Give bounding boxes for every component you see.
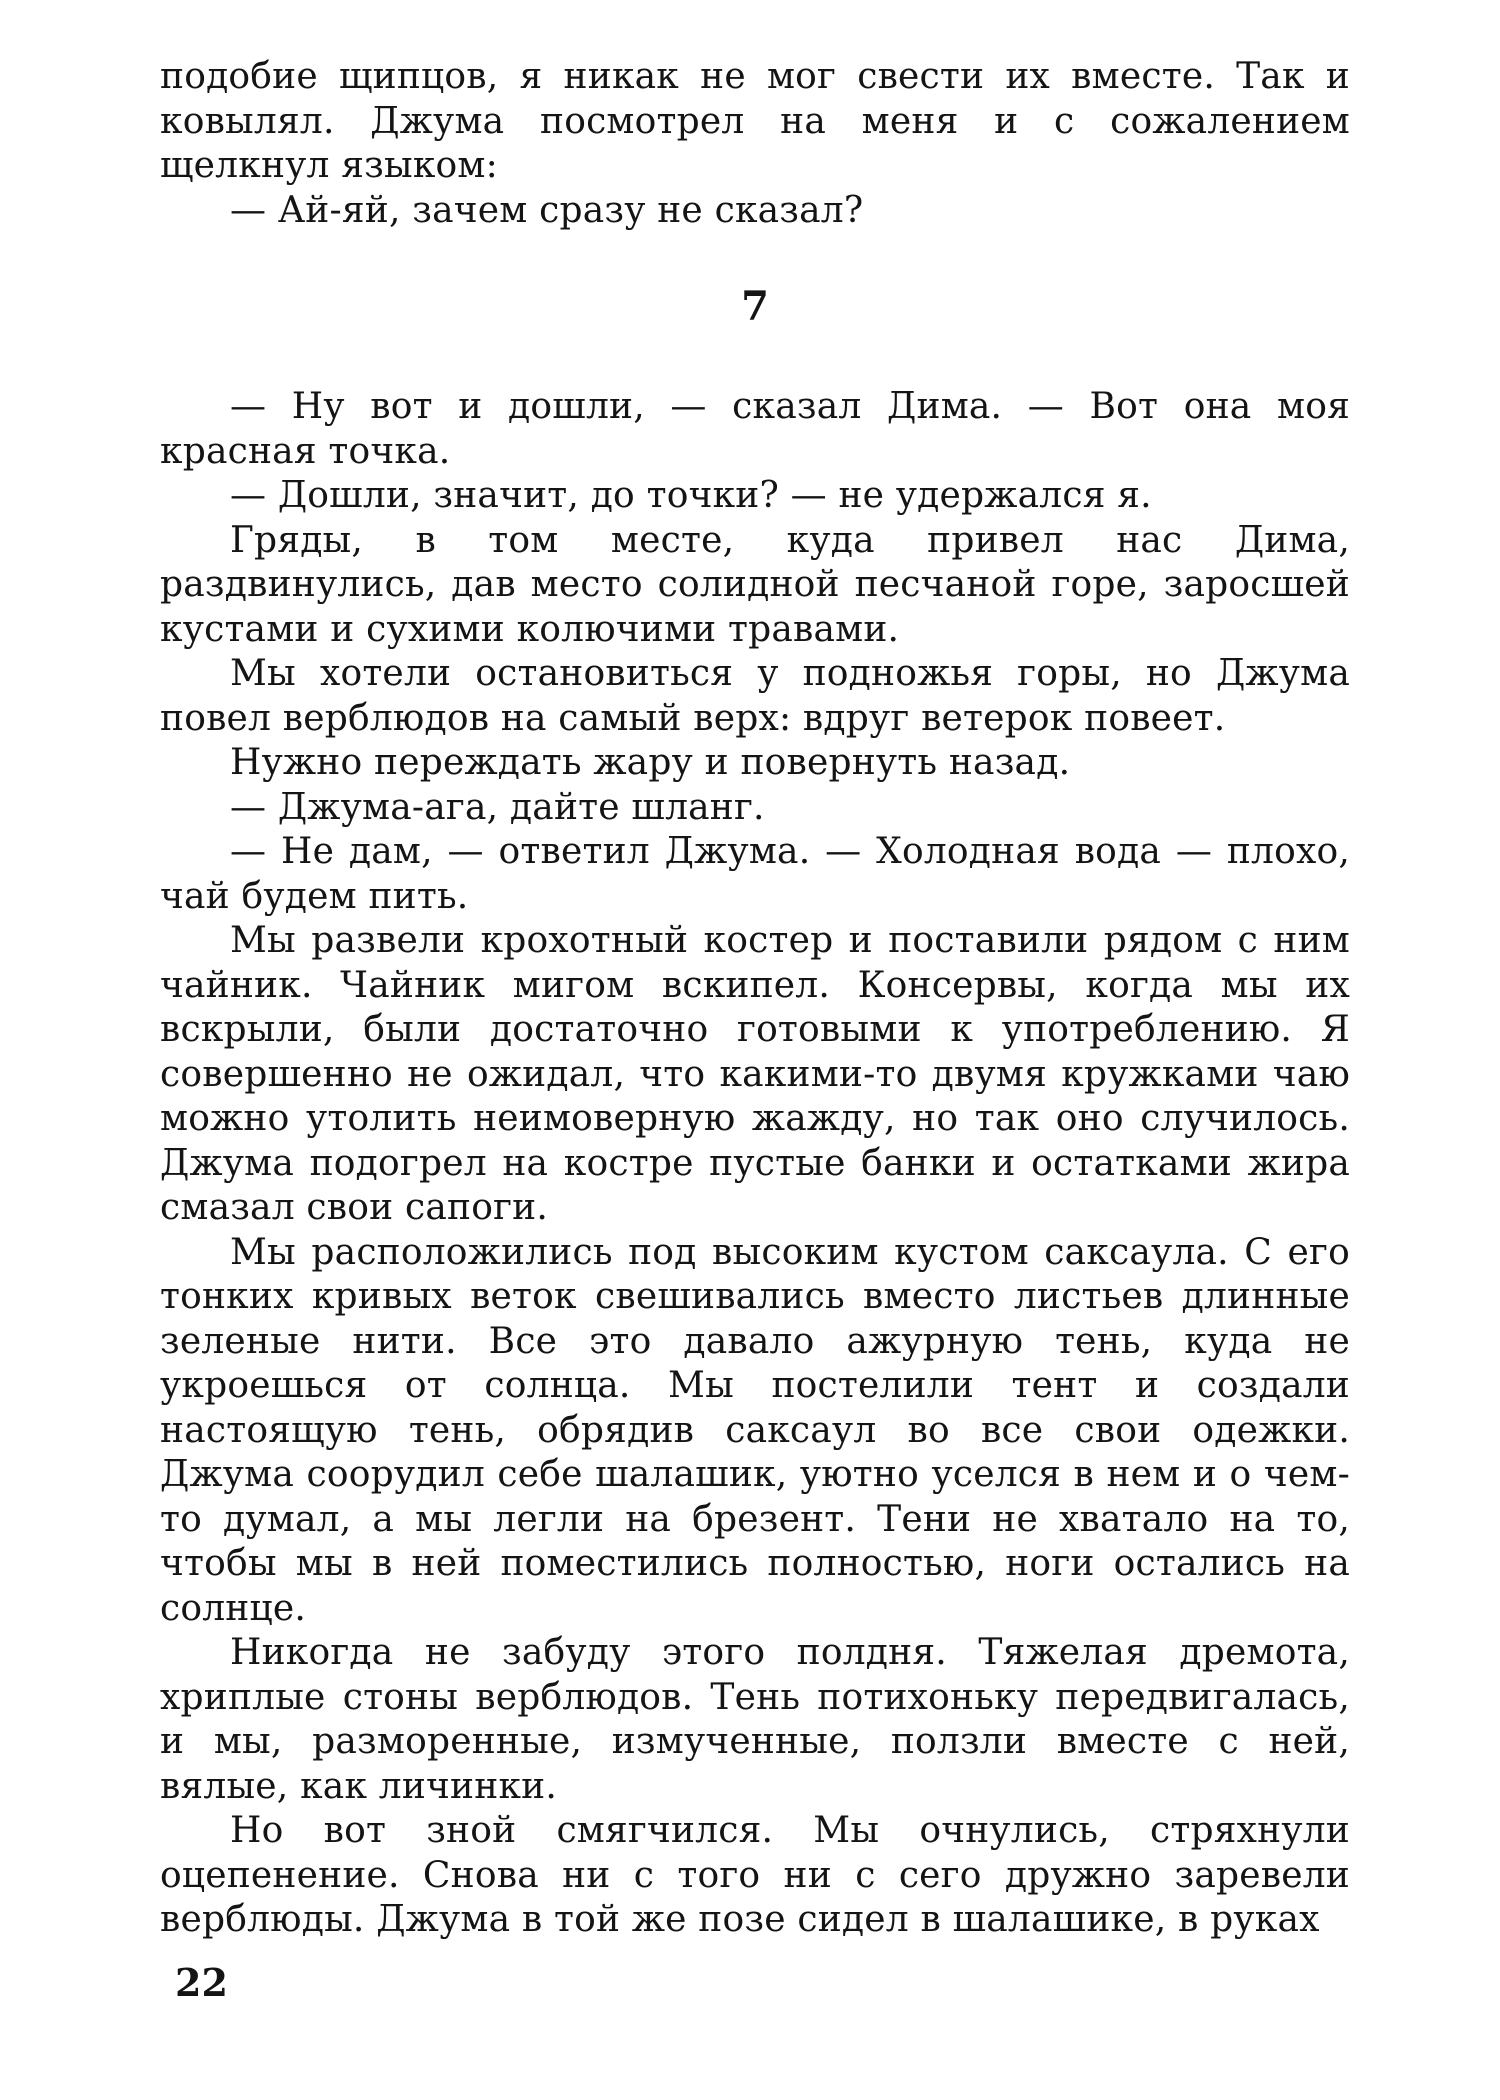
paragraph: — Ай-яй, зачем сразу не сказал? [230, 189, 864, 231]
paragraph: Но вот зной смягчился. Мы очнулись, стряхнули оцепенение. Снова ни с того ни с сего дружно заревели верблюды. Джума в той же позе сидел в шалашике, в руках [160, 1810, 1350, 1940]
page-body [160, 55, 1350, 1943]
paragraph: Мы расположились под высоким кустом саксаула. С его тонких кривых веток свешивались вместо листьев длинные зеленые нити. Все это давало ажурную тень, куда не укроешься от солнца. Мы постелили тент и создали настоящую тень, обрядив саксаул во все свои одежки. Джума соорудил себе шалашик, уютно уселся в нем и о чем-то думал, а мы легли на брезент. Тени не хватало на то, чтобы мы в ней поместились полностью, ноги остались на солнце. [160, 1231, 1350, 1629]
paragraph: Нужно переждать жару и повернуть назад. [230, 742, 1071, 783]
paragraph: Гряды, в том месте, куда привел нас Дима, раздвинулись, дав место солидной песчаной горе, заросшей кустами и сухими колючими травами. [160, 519, 1350, 650]
paragraph: Никогда не забуду этого полдня. Тяжелая дремота, хриплые стоны верблюдов. Тень потихоньку передвигалась, и мы, разморенные, измученные, ползли вместе с ней, вялые, как личинки. [160, 1632, 1350, 1807]
chapter-number: 7 [741, 283, 769, 330]
paragraph: Мы развели крохотный костер и поставили рядом с ним чайник. Чайник мигом вскипел. Консервы, когда мы их вскрыли, были достаточно готовыми к употреблению. Я совершенно не ожидал, что какими-то двумя кружками чаю можно утолить неимоверную жажду, но так оно случилось. Джума подогрел на костре пустые банки и остатками жира смазал свои сапоги. [160, 920, 1350, 1228]
paragraph: — Дошли, значит, до точки? — не удержался я. [230, 475, 1152, 516]
page-number: 22 [175, 1960, 228, 2005]
paragraph: — Не дам, — ответил Джума. — Холодная вода — плохо, чай будем пить. [160, 831, 1350, 917]
paragraph: Мы хотели остановиться у подножья горы, но Джума повел верблюдов на самый верх: вдруг ветерок повеет. [160, 653, 1350, 739]
paragraph: подобие щипцов, я никак не мог свести их вместе. Так и ковылял. Джума посмотрел на меня и с сожалением щелкнул языком: [160, 56, 1350, 186]
paragraph: — Джума-ага, дайте шланг. [230, 786, 765, 828]
paragraph: — Ну вот и дошли, — сказал Дима. — Вот она моя красная точка. [160, 386, 1350, 472]
